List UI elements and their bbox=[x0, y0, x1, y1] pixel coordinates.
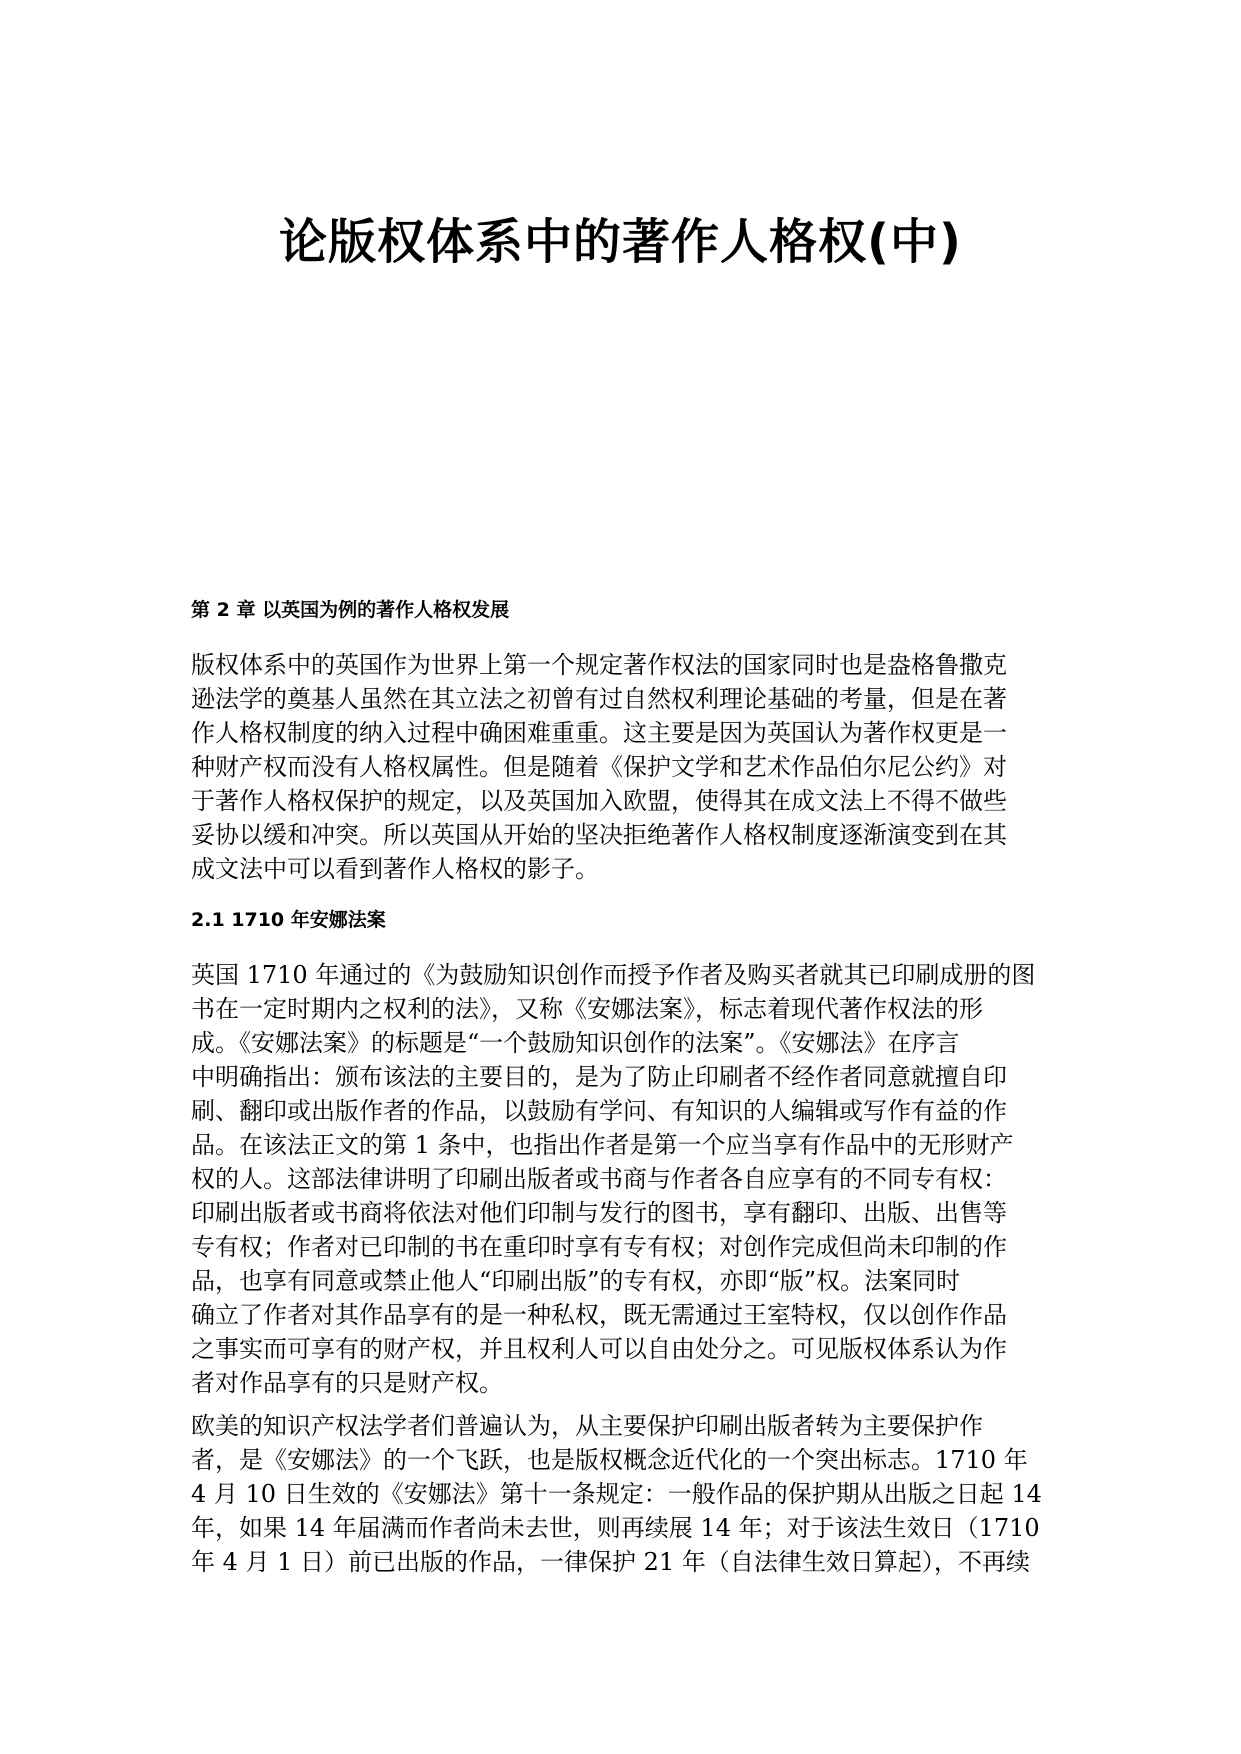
paragraph-line: 确立了作者对其作品享有的是一种私权，既无需通过王室特权，仅以创作作品 bbox=[191, 1301, 1007, 1329]
paragraph-line: 品，也享有同意或禁止他人“印刷出版”的专有权，亦即“版”权。法案同时 bbox=[191, 1267, 961, 1295]
paragraph-line: 品。在该法正文的第 1 条中，也指出作者是第一个应当享有作品中的无形财产 bbox=[191, 1131, 1014, 1159]
section-paragraph bbox=[191, 958, 1053, 1400]
paragraph-line: 欧美的知识产权法学者们普遍认为，从主要保护印刷出版者转为主要保护作 bbox=[191, 1412, 983, 1440]
paragraph-line: 年 4 月 1 日）前已出版的作品，一律保护 21 年（自法律生效日算起），不再续 bbox=[191, 1548, 1030, 1576]
paragraph-line: 4 月 10 日生效的《安娜法》第十一条规定：一般作品的保护期从出版之日起 14 bbox=[191, 1480, 1042, 1508]
paragraph-line: 种财产权而没有人格权属性。但是随着《保护文学和艺术作品伯尔尼公约》对 bbox=[191, 753, 1007, 781]
paragraph-line: 印刷出版者或书商将依法对他们印制与发行的图书，享有翻印、出版、出售等 bbox=[191, 1199, 1007, 1227]
paragraph-line: 者对作品享有的只是财产权。 bbox=[191, 1369, 503, 1397]
paragraph-line: 作人格权制度的纳入过程中确困难重重。这主要是因为英国认为著作权更是一 bbox=[191, 719, 1007, 747]
paragraph-line: 年，如果 14 年届满而作者尚未去世，则再续展 14 年；对于该法生效日（1710 bbox=[191, 1514, 1040, 1542]
paragraph-line: 成文法中可以看到著作人格权的影子。 bbox=[191, 855, 599, 883]
paragraph-line: 逊法学的奠基人虽然在其立法之初曾有过自然权利理论基础的考量，但是在著 bbox=[191, 685, 1007, 713]
section-paragraph bbox=[191, 1409, 1053, 1579]
section-heading: 2.1 1710 年安娜法案 bbox=[191, 909, 386, 931]
chapter-paragraph bbox=[191, 648, 1053, 886]
page-title: 论版权体系中的著作人格权(中) bbox=[279, 214, 962, 270]
paragraph-line: 之事实而可享有的财产权，并且权利人可以自由处分之。可见版权体系认为作 bbox=[191, 1335, 1007, 1363]
paragraph-line: 书在一定时期内之权利的法》，又称《安娜法案》，标志着现代著作权法的形 bbox=[191, 995, 983, 1023]
chapter-heading: 第 2 章 以英国为例的著作人格权发展 bbox=[191, 599, 510, 621]
paragraph-line: 刷、翻印或出版作者的作品，以鼓励有学问、有知识的人编辑或写作有益的作 bbox=[191, 1097, 1007, 1125]
paragraph-line: 版权体系中的英国作为世界上第一个规定著作权法的国家同时也是盎格鲁撒克 bbox=[191, 651, 1007, 679]
paragraph-line: 权的人。这部法律讲明了印刷出版者或书商与作者各自应享有的不同专有权： bbox=[191, 1165, 1007, 1193]
paragraph-line: 英国 1710 年通过的《为鼓励知识创作而授予作者及购买者就其已印刷成册的图 bbox=[191, 961, 1036, 989]
paragraph-line: 于著作人格权保护的规定，以及英国加入欧盟，使得其在成文法上不得不做些 bbox=[191, 787, 1007, 815]
paragraph-line: 成。《安娜法案》的标题是“一个鼓励知识创作的法案”。《安娜法》在序言 bbox=[191, 1029, 960, 1057]
paragraph-line: 中明确指出：颁布该法的主要目的，是为了防止印刷者不经作者同意就擅自印 bbox=[191, 1063, 1007, 1091]
paragraph-line: 者，是《安娜法》的一个飞跃，也是版权概念近代化的一个突出标志。1710 年 bbox=[191, 1446, 1028, 1474]
paragraph-line: 专有权；作者对已印制的书在重印时享有专有权；对创作完成但尚未印制的作 bbox=[191, 1233, 1007, 1261]
paragraph-line: 妥协以缓和冲突。所以英国从开始的坚决拒绝著作人格权制度逐渐演变到在其 bbox=[191, 821, 1007, 849]
